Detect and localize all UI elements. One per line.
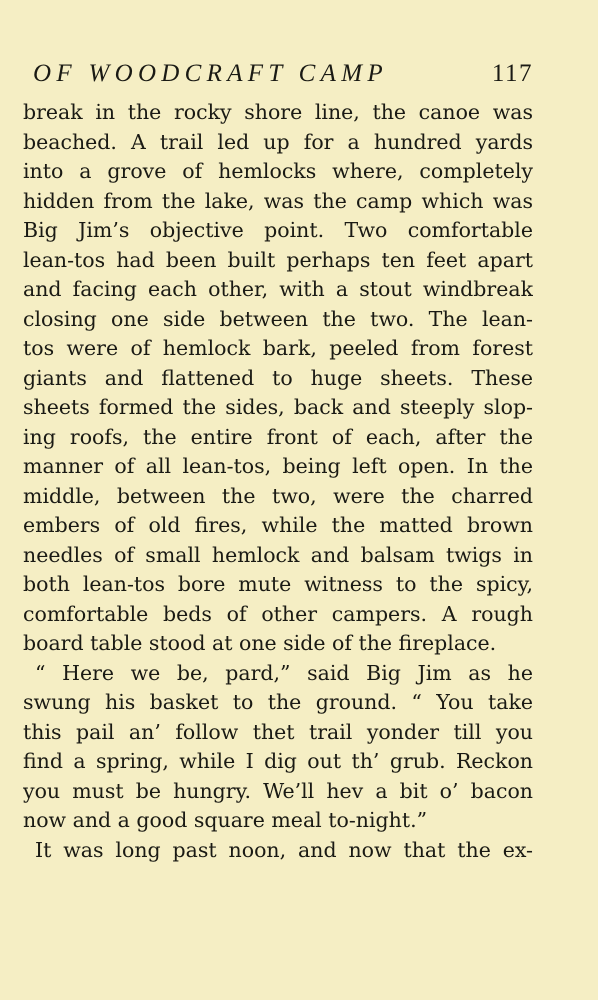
text-line: giants and flattened to huge sheets. These (23, 365, 533, 390)
text-line: this pail an’ follow thet trail yonder till you (23, 719, 533, 744)
text-line: now and a good square meal to-night.” (23, 808, 428, 832)
text-line: manner of all lean-tos, being left open. In the (23, 454, 533, 478)
page-number: 117 (491, 60, 533, 87)
text-line: into a grove of hemlocks where, completely (23, 159, 533, 183)
text-line: middle, between the two, were the charred (23, 483, 533, 508)
text-line: hidden from the lake, was the camp which was (23, 188, 533, 213)
text-line: ing roofs, the entire front of each, after the (23, 424, 533, 449)
text-line: and facing each other, with a stout windbreak (23, 277, 533, 301)
text-line: Big Jim’s objective point. Two comfortable (23, 218, 533, 242)
text-line: comfortable beds of other campers. A rough (23, 601, 533, 626)
text-line: break in the rocky shore line, the canoe was (23, 100, 533, 124)
text-line: lean-tos had been built perhaps ten feet apart (23, 247, 533, 272)
text-line: sheets formed the sides, back and steeply slop- (23, 395, 533, 419)
text-line: It was long past noon, and now that the ex- (35, 837, 533, 862)
text-line: embers of old fires, while the matted brown (23, 513, 533, 537)
text-line: closing one side between the two. The lean- (23, 306, 533, 331)
body-text (23, 98, 533, 865)
text-line: find a spring, while I dig out th’ grub. Reckon (23, 749, 533, 773)
text-line: needles of small hemlock and balsam twigs in (23, 542, 533, 567)
text-line: “ Here we be, pard,” said Big Jim as he (35, 660, 533, 685)
text-line: tos were of hemlock bark, peeled from forest (23, 336, 533, 360)
running-title: OF WOODCRAFT CAMP (33, 60, 388, 87)
text-line: beached. A trail led up for a hundred yards (23, 129, 533, 154)
text-line: both lean-tos bore mute witness to the spicy, (23, 572, 533, 596)
text-line: board table stood at one side of the fireplace. (23, 631, 497, 655)
text-line: you must be hungry. We’ll hev a bit o’ bacon (23, 778, 533, 803)
running-head (33, 56, 533, 92)
text-line: swung his basket to the ground. “ You take (23, 690, 533, 714)
